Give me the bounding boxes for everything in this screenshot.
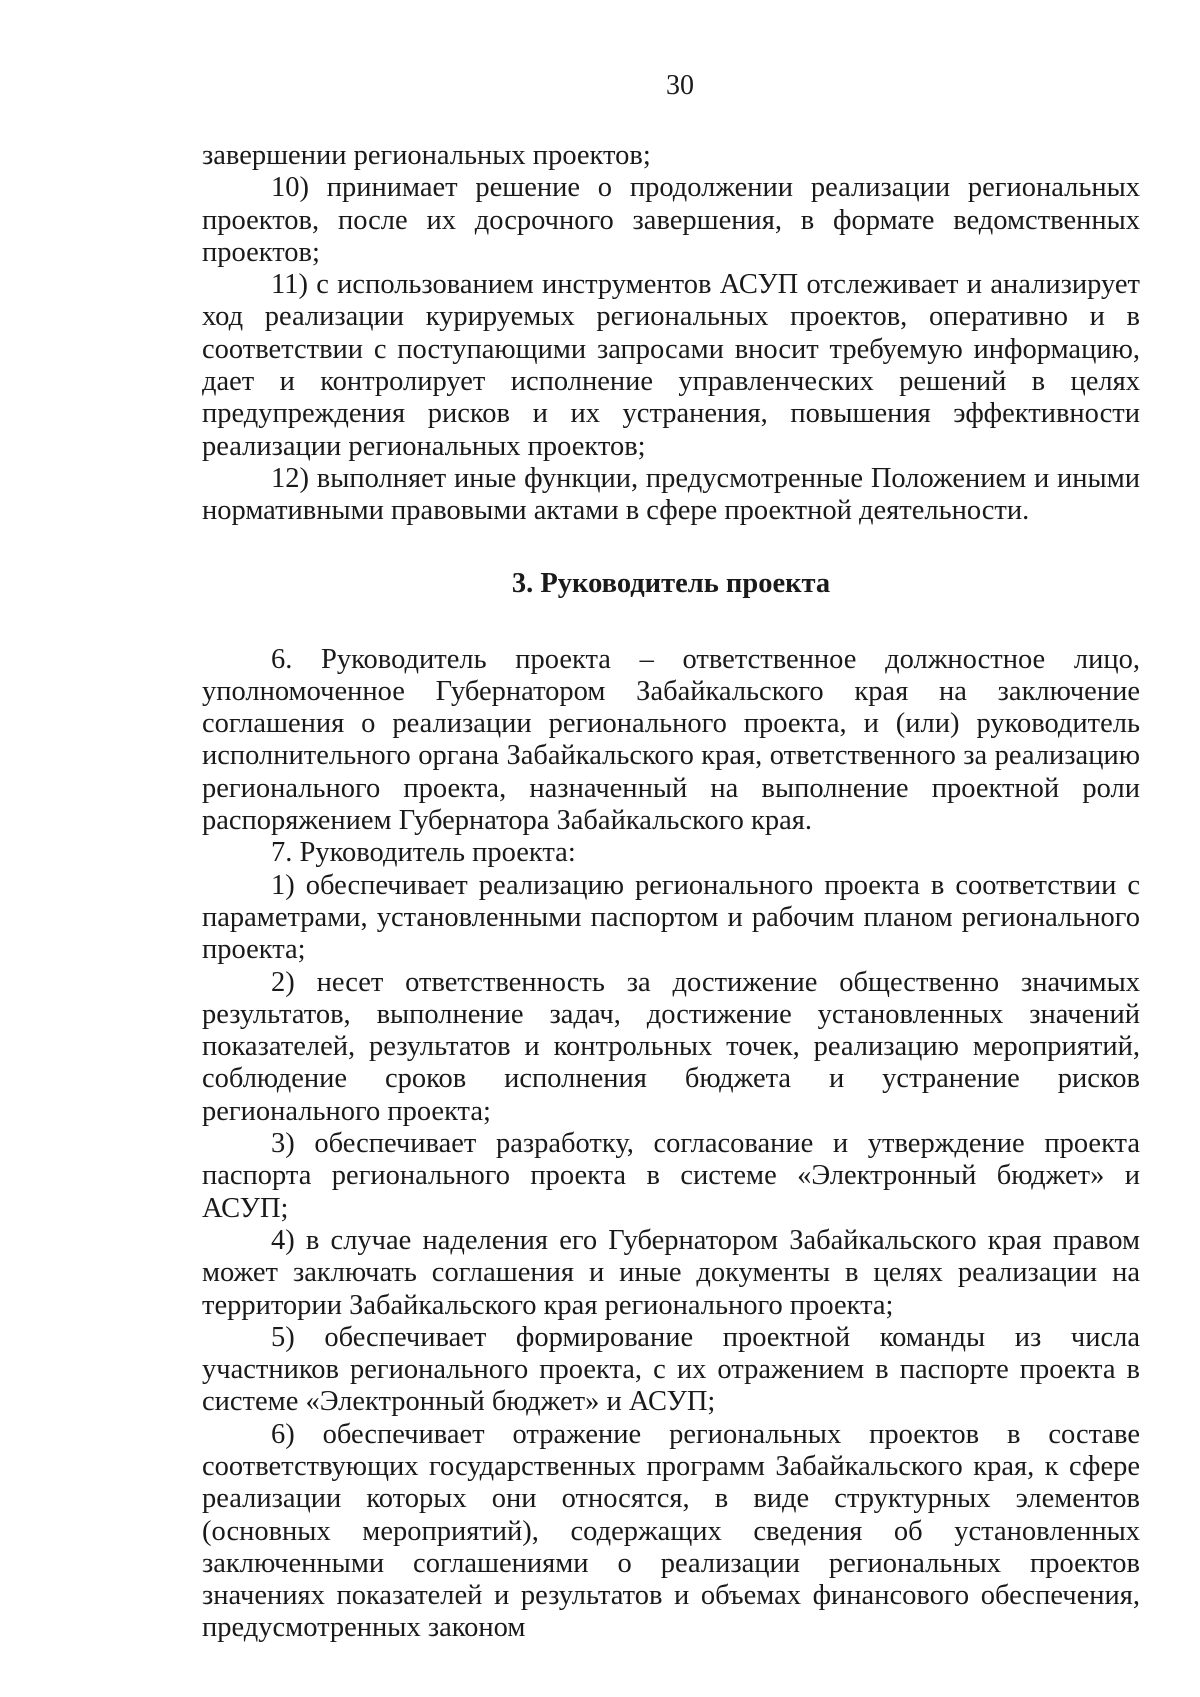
page-number: 30: [666, 70, 694, 101]
paragraph: 5) обеспечивает формирование проектной команды из числа участников регионального проекта, с их отражением в паспорте проекта в системе «Электронный бюджет» и АСУП;: [202, 1321, 1140, 1418]
paragraph: 7. Руководитель проекта:: [271, 837, 576, 869]
paragraph: 10) принимает решение о продолжении реализации региональных проектов, после их досрочного завершения, в формате ведомственных проектов;: [202, 172, 1140, 268]
paragraph: 1) обеспечивает реализацию регионального проекта в соответствии с параметрами, установленными паспортом и рабочим планом регионального проекта;: [202, 869, 1140, 966]
paragraphs-after: [202, 644, 1140, 1645]
paragraph: 4) в случае наделения его Губернатором Забайкальского края правом может заключать соглашения и иные документы в целях реализации на территории Забайкальского края регионального проекта;: [202, 1224, 1140, 1321]
paragraph: завершении региональных проектов;: [202, 140, 651, 171]
paragraph: 6. Руководитель проекта – ответственное должностное лицо, уполномоченное Губернатором Забайкальского края на заключение соглашения о реализации регионального проекта, и (или) руководитель исполнительного органа Забайкальского края, ответственного за реализацию регионального проекта, назначенный на выполнение проектной роли распоряжением Губернатора Забайкальского края.: [202, 643, 1140, 837]
paragraph: 3) обеспечивает разработку, согласование и утверждение проекта паспорта регионального проекта в системе «Электронный бюджет» и АСУП;: [202, 1128, 1140, 1224]
paragraph: 2) несет ответственность за достижение общественно значимых результатов, выполнение задач, достижение установленных значений показателей, результатов и контрольных точек, реализацию мероприятий, соблюдение сроков исполнения бюджета и устранение рисков регионального проекта;: [202, 966, 1140, 1127]
paragraphs-before: [202, 140, 1140, 528]
paragraph: 12) выполняет иные функции, предусмотренные Положением и иными нормативными правовыми актами в сфере проектной деятельности.: [202, 462, 1140, 527]
paragraph: 6) обеспечивает отражение региональных проектов в составе соответствующих государственных программ Забайкальского края, к сфере реализации которых они относятся, в виде структурных элементов (основных мероприятий), содержащих сведения об установленных заключенными соглашениями о реализации региональных проектов значениях показателей и результатов и объемах финансового обеспечения, предусмотренных законом: [202, 1418, 1140, 1644]
paragraph: 11) с использованием инструментов АСУП отслеживает и анализирует ход реализации курируемых региональных проектов, оперативно и в соответствии с поступающими запросами вносит требуемую информацию, дает и контролирует исполнение управленческих решений в целях предупреждения рисков и их устранения, повышения эффективности реализации региональных проектов;: [202, 269, 1140, 462]
section-title: 3. Руководитель проекта: [511, 567, 831, 599]
document-body: [202, 140, 1140, 1645]
